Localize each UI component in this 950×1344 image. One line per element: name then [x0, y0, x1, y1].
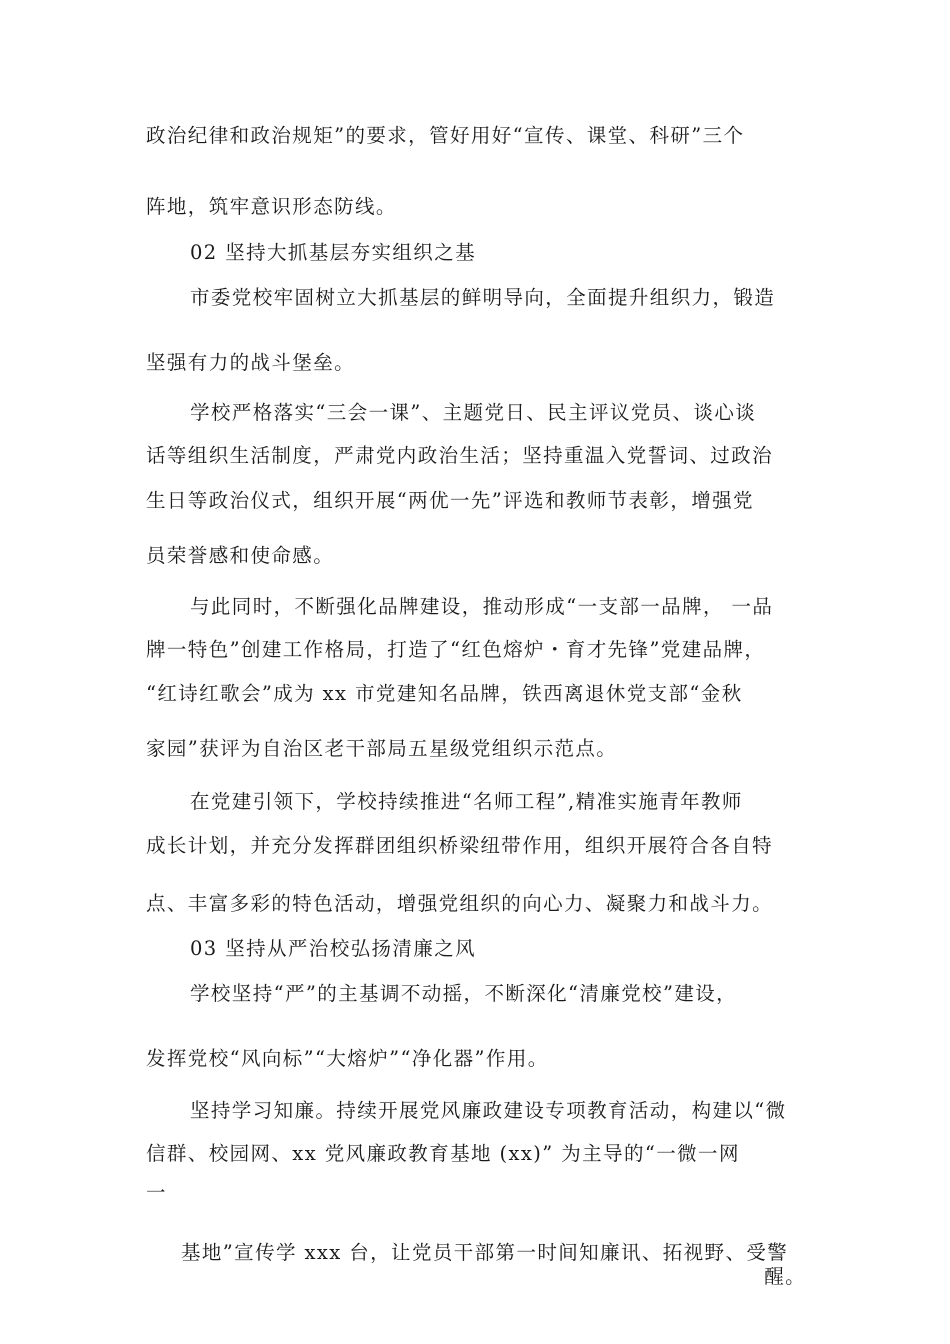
- text-line: 成长计划，并充分发挥群团组织桥梁纽带作用，组织开展符合各自特: [146, 834, 774, 857]
- text-line: 员荣誉感和使命感。: [146, 544, 335, 567]
- text-line: 家园”获评为自治区老干部局五星级党组织示范点。: [146, 737, 618, 760]
- text-line: 点、丰富多彩的特色活动，增强党组织的向心力、凝聚力和战斗力。: [146, 892, 774, 915]
- section-heading: 03 坚持从严治校弘扬清廉之风: [190, 937, 477, 960]
- section-heading: 02 坚持大抓基层夯实组织之基: [190, 241, 477, 264]
- text-line: 阵地，筑牢意识形态防线。: [146, 195, 397, 218]
- text-line: 政治纪律和政治规矩”的要求，管好用好“宣传、课堂、科研”三个: [146, 124, 745, 147]
- text-line: 信群、校园网、xx 党风廉政教育基地 (xx)” 为主导的“一微一网: [146, 1142, 740, 1165]
- text-line: 生日等政治仪式，组织开展“两优一先”评选和教师节表彰，增强党: [146, 489, 754, 512]
- text-line: 学校严格落实“三会一课”、主题党日、民主评议党员、谈心谈: [190, 401, 757, 424]
- text-line: 牌一特色”创建工作格局，打造了“红色熔炉・育才先锋”党建品牌，: [146, 638, 766, 661]
- text-line: 一: [146, 1181, 167, 1204]
- text-line: 学校坚持“严”的主基调不动摇，不断深化“清廉党校”建设，: [190, 982, 738, 1005]
- text-line: 市委党校牢固树立大抓基层的鲜明导向，全面提升组织力，锻造: [190, 286, 776, 309]
- text-line: 与此同时，不断强化品牌建设，推动形成“一支部一品牌， 一品: [190, 595, 774, 618]
- text-line: 醒。: [764, 1265, 806, 1288]
- text-line: 基地”宣传学 xxx 台，让党员干部第一时间知廉讯、拓视野、受警: [181, 1241, 789, 1264]
- text-line: 话等组织生活制度，严肃党内政治生活；坚持重温入党誓词、过政治: [146, 444, 774, 467]
- text-line: 坚强有力的战斗堡垒。: [146, 351, 356, 374]
- text-line: 发挥党校“风向标”“大熔炉”“净化器”作用。: [146, 1047, 549, 1070]
- text-line: 坚持学习知廉。持续开展党风廉政建设专项教育活动，构建以“微: [190, 1099, 787, 1122]
- text-line: 在党建引领下，学校持续推进“名师工程”,精准实施青年教师: [190, 790, 743, 813]
- text-line: “红诗红歌会”成为 xx 市党建知名品牌，铁西离退休党支部“金秋: [146, 682, 743, 705]
